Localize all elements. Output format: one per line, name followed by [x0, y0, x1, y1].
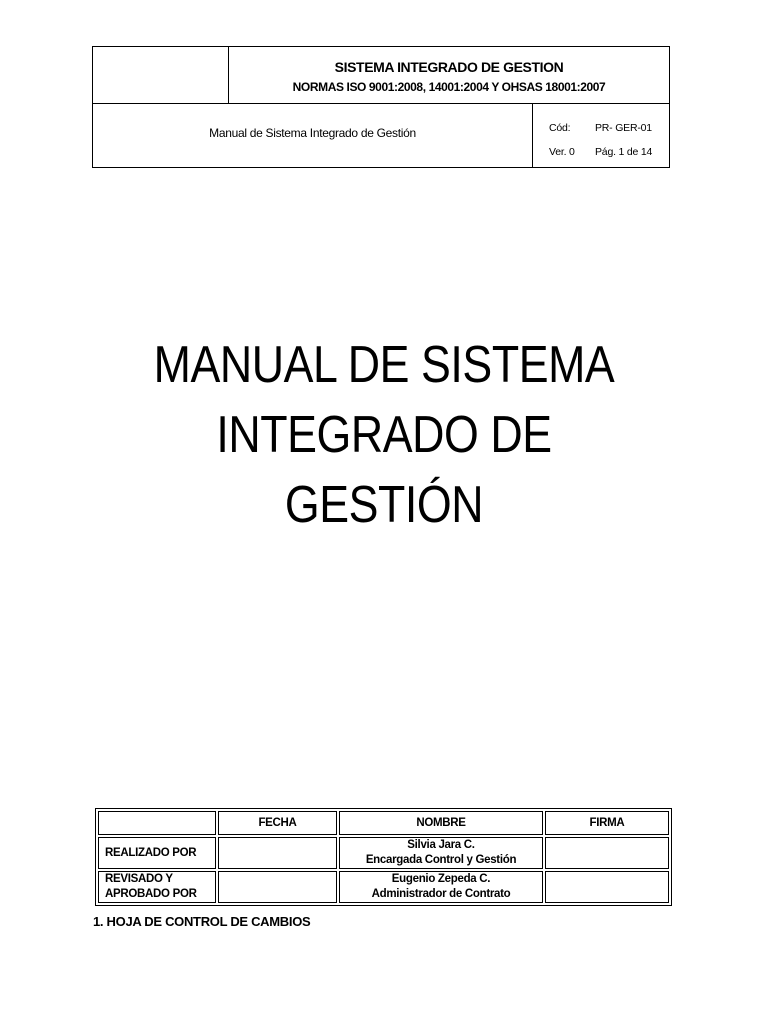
role-revisado — [98, 871, 216, 903]
title-line-2: INTEGRADO DE — [216, 406, 552, 464]
system-title: SISTEMA INTEGRADO DE GESTION — [334, 59, 564, 75]
page-number: Pág. 1 de 14 — [595, 146, 653, 158]
header-fecha: FECHA — [218, 811, 337, 835]
version-label: Ver. 0 — [549, 146, 575, 158]
code-label: Cód: — [549, 122, 571, 134]
title-line-3: GESTIÓN — [284, 476, 484, 534]
name-cell — [339, 837, 543, 869]
firma-cell — [545, 837, 669, 869]
person-position: Administrador de Contrato — [371, 888, 511, 900]
header-firma: FIRMA — [545, 811, 669, 835]
header-top-row — [93, 47, 669, 104]
logo-cell — [93, 47, 229, 103]
fecha-cell — [218, 871, 337, 903]
norms-line: NORMAS ISO 9001:2008, 14001:2004 Y OHSAS 18001:2007 — [292, 80, 606, 94]
manual-name: Manual de Sistema Integrado de Gestión — [209, 126, 416, 140]
document-header-table — [92, 46, 670, 168]
fecha-cell — [218, 837, 337, 869]
header-nombre: NOMBRE — [339, 811, 543, 835]
person-name: Eugenio Zepeda C. — [391, 873, 491, 885]
document-meta-cell — [533, 104, 669, 167]
section-heading: 1. HOJA DE CONTROL DE CAMBIOS — [93, 914, 311, 929]
role-line-2: APROBADO POR — [105, 888, 197, 900]
code-value: PR- GER-01 — [595, 122, 652, 134]
header-title-cell — [229, 47, 669, 103]
document-title — [105, 330, 662, 540]
person-position: Encargada Control y Gestión — [365, 854, 517, 866]
table-row — [98, 837, 669, 869]
role-line-1: REVISADO Y — [105, 873, 173, 885]
person-name: Silvia Jara C. — [407, 839, 475, 851]
title-line-1: MANUAL DE SISTEMA — [153, 336, 615, 394]
approval-header-row — [98, 811, 669, 835]
table-row — [98, 871, 669, 903]
manual-name-cell — [93, 104, 533, 167]
header-blank — [98, 811, 216, 835]
name-cell — [339, 871, 543, 903]
role-realizado: REALIZADO POR — [98, 837, 216, 869]
firma-cell — [545, 871, 669, 903]
approval-table — [95, 808, 672, 906]
header-bottom-row — [93, 104, 669, 167]
